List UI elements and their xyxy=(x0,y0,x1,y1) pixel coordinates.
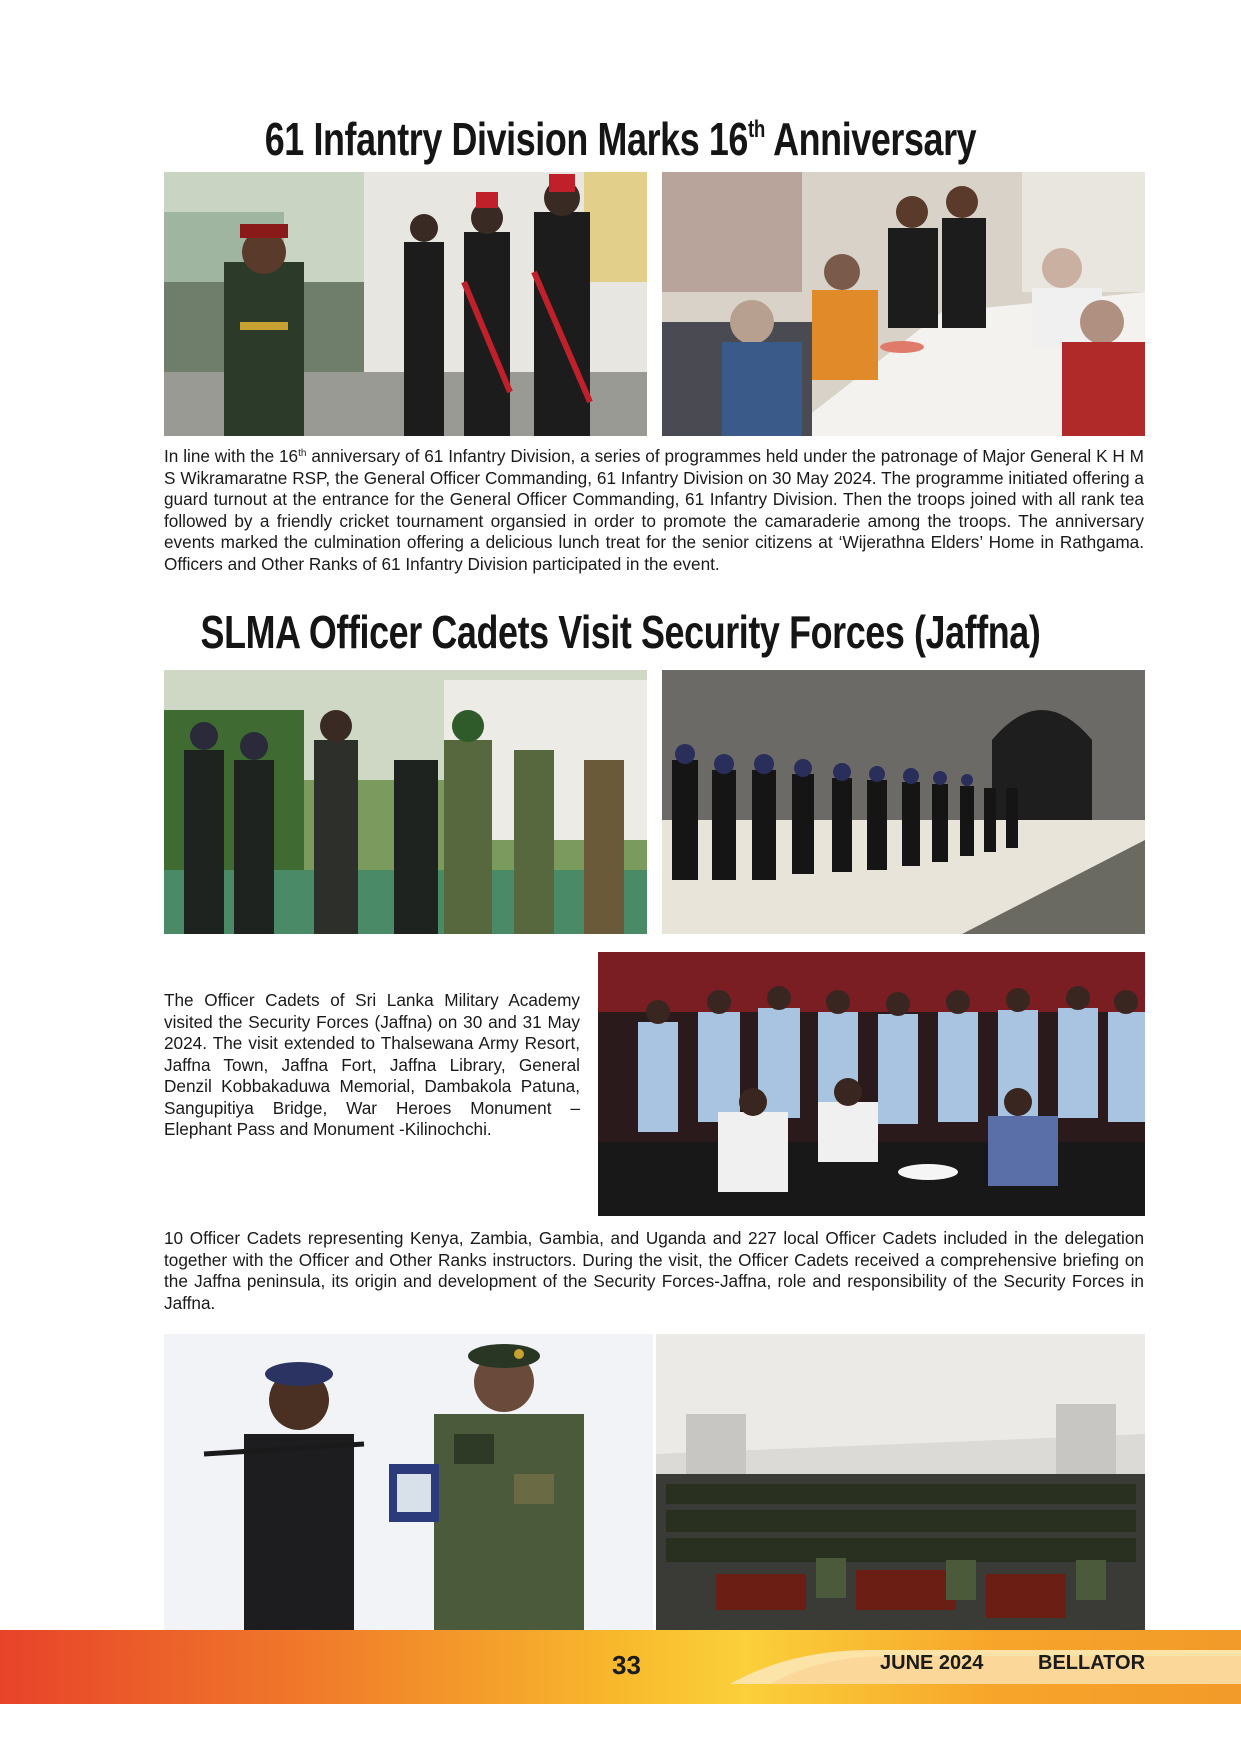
article1-title-sup: th xyxy=(747,116,765,143)
page-footer xyxy=(0,1630,1241,1704)
article1-body xyxy=(164,443,1144,575)
photo-guard-turnout xyxy=(164,172,647,436)
footer-swoosh-shape xyxy=(730,1650,1241,1684)
photo-handshake xyxy=(164,670,647,934)
page-number: 33 xyxy=(612,1650,641,1680)
article1-body-part2: anniversary of 61 Infantry Division, a series of programmes held under the patronage of Major General K H M S Wikramaratne RSP, the General Officer Commanding, 61 Infantry Division on 30 May 2024. The programme initiated offering a guard turnout at the entrance for the General Officer Commanding, 61 Infantry Division. Then the troops joined with all rank tea followed by a friendly cricket tournament organsied in order to promote the camaraderie among the troops. The anniversary events marked the culmination offering a delicious lunch treat for the senior citizens at ‘Wijerathna Elders’ Home in Rathgama. Officers and Other Ranks of 61 Infantry Division participated in the event. xyxy=(164,446,1144,574)
issue-date: JUNE 2024 xyxy=(880,1652,984,1674)
article2-title: SLMA Officer Cadets Visit Security Forces (Jaffna) xyxy=(200,606,1041,658)
article1-title-end: Anniversary xyxy=(764,113,977,165)
photo-jaffna-fort-march xyxy=(662,670,1145,934)
magazine-name: BELLATOR xyxy=(1038,1652,1146,1674)
article1-body-part1: In line with the 16 xyxy=(164,446,299,466)
photo-auditorium-briefing xyxy=(656,1334,1145,1630)
photo-elders-lunch xyxy=(662,172,1145,436)
article2-body-2: 10 Officer Cadets representing Kenya, Zambia, Gambia, and Uganda and 227 local Officer Cadets included in the delegation together with the Officer and Other Ranks instructors. During the visit, the Officer Cadets received a comprehensive briefing on the Jaffna peninsula, its origin and development of the Security Forces-Jaffna, role and responsibility of the Security Forces in Jaffna. xyxy=(164,1228,1144,1313)
article2-body-1: The Officer Cadets of Sri Lanka Military Academy visited the Security Forces (Jaffna) on 30 and 31 May 2024. The visit extended to Thalsewana Army Resort, Jaffna Town, Jaffna Fort, Jaffna Library, General Denzil Kobbakaduwa Memorial, Dambakola Patuna, Sangupitiya Bridge, War Heroes Monument – Elephant Pass and Monument -Kilinochchi. xyxy=(164,990,580,1139)
photo-cadets-dinner xyxy=(598,952,1145,1216)
article1-title xyxy=(137,112,1105,166)
article1-body-sup: th xyxy=(298,448,307,459)
photo-memento-presentation xyxy=(164,1334,653,1630)
article1-title-main: 61 Infantry Division Marks 16 xyxy=(264,113,748,165)
